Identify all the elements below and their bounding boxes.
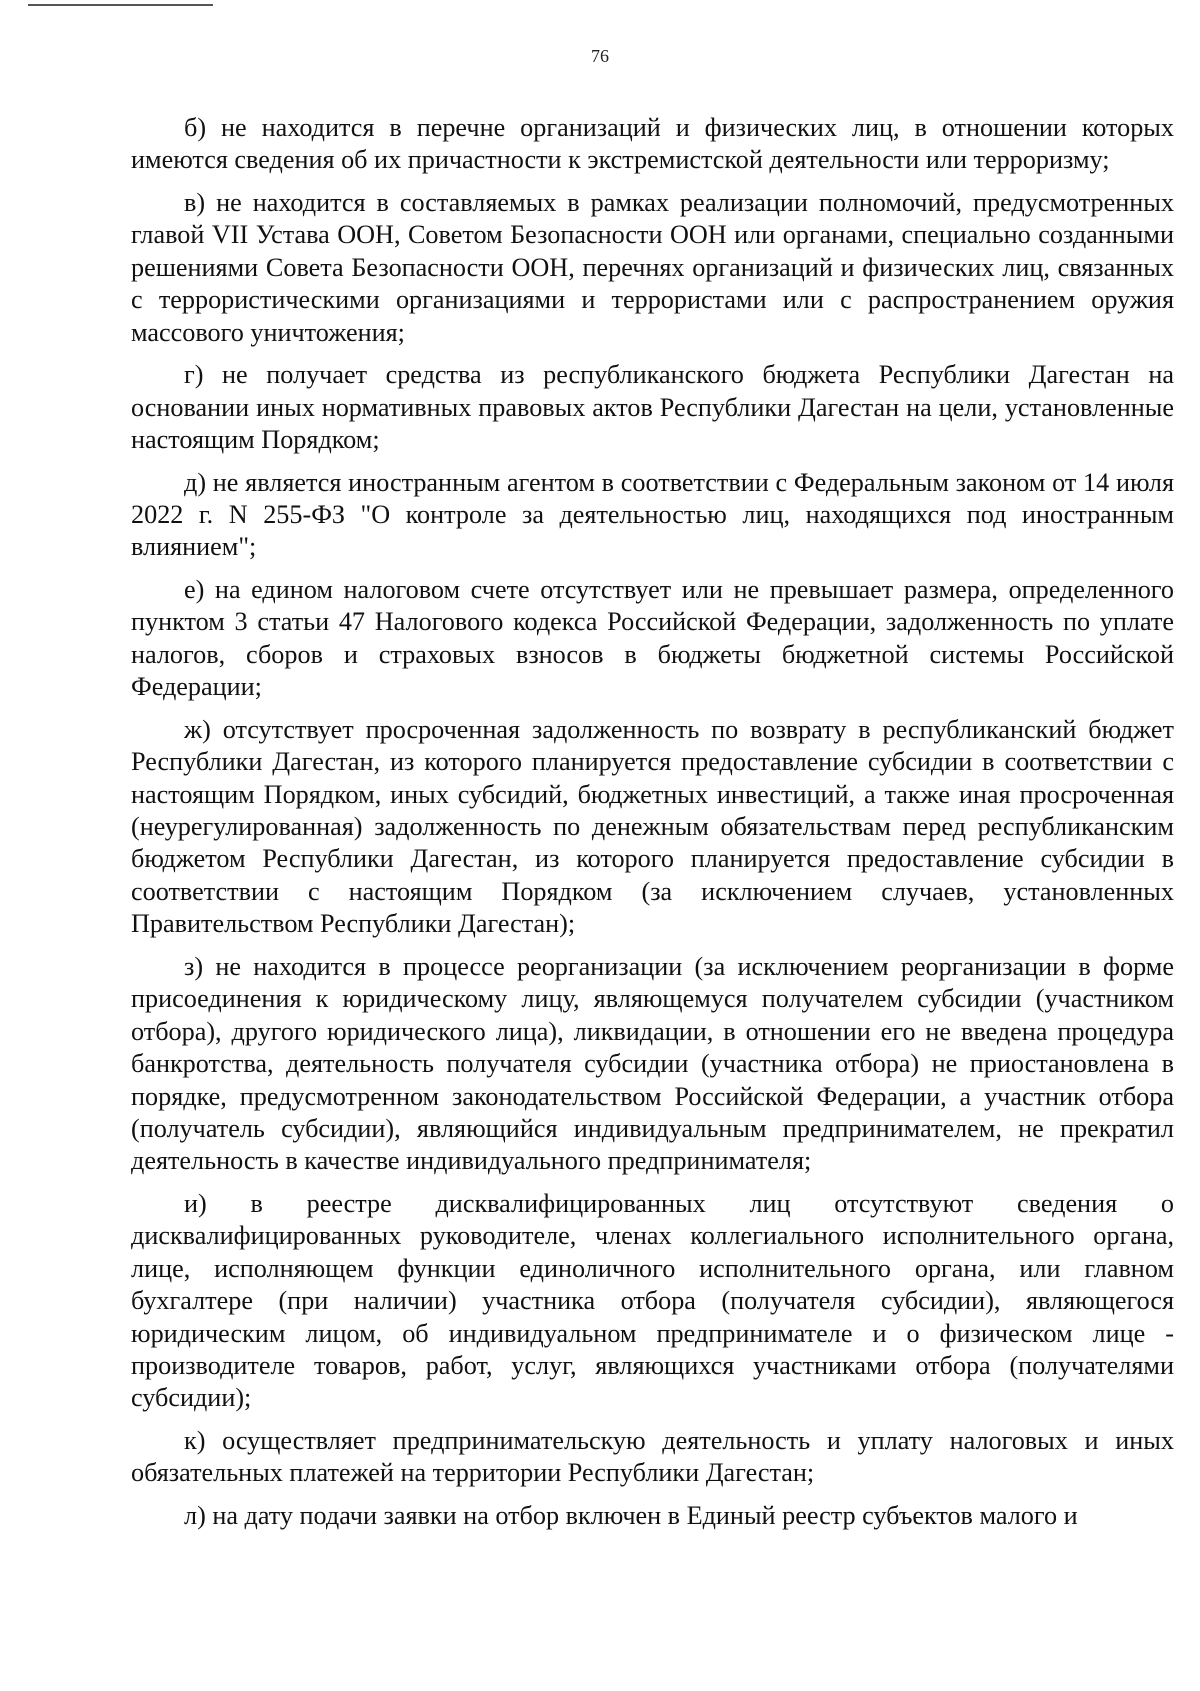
paragraph-zh: ж) отсутствует просроченная задолженность по возврату в республиканский бюджет Республики Дагестан, из которого планируется предоставление субсидии в соответствии с настоящим Порядком, иных субсидий, бюджетных инвестиций, а также иная просроченная (неурегулированная) задолженность по денежным обязательствам перед республиканским бюджетом Республики Дагестан, из которого планируется предоставление субсидии в соответствии с настоящим Порядком (за исключением случаев, установленных Правительством Республики Дагестан); [131,714,1174,939]
corner-scan-line [28,4,213,6]
paragraph-e: е) на едином налоговом счете отсутствует или не превышает размера, определенного пунктом 3 статьи 47 Налогового кодекса Российской Федерации, задолженность по уплате налогов, сборов и страховых взносов в бюджеты бюджетной системы Российской Федерации; [131,575,1174,702]
paragraph-v: в) не находится в составляемых в рамках реализации полномочий, предусмотренных главой VII Устава ООН, Советом Безопасности ООН или органами, специально созданными решениями Совета Безопасности ООН, перечнях организаций и физических лиц, связанных с террористическими организациями и террористами или с распространением оружия массового уничтожения; [131,188,1174,347]
paragraph-i: и) в реестре дисквалифицированных лиц отсутствуют сведения о дисквалифицированных руководителе, членах коллегиального исполнительного органа, лице, исполняющем функции единоличного исполнительного органа, или главном бухгалтере (при наличии) участника отбора (получателя субсидии), являющегося юридическим лицом, об индивидуальном предпринимателе и о физическом лице - производителе товаров, работ, услуг, являющихся участниками отбора (получателями субсидии); [131,1188,1174,1413]
document-body [131,112,1174,1543]
paragraph-k: к) осуществляет предпринимательскую деятельность и уплату налоговых и иных обязательных платежей на территории Республики Дагестан; [131,1425,1174,1488]
paragraph-l: л) на дату подачи заявки на отбор включен в Единый реестр субъектов малого и [184,1500,1078,1530]
paragraph-z: з) не находится в процессе реорганизации (за исключением реорганизации в форме присоединения к юридическому лицу, являющемуся получателем субсидии (участником отбора), другого юридического лица), ликвидации, в отношении его не введена процедура банкротства, деятельность получателя субсидии (участника отбора) не приостановлена в порядке, предусмотренном законодательством Российской Федерации, а участник отбора (получатель субсидии), являющийся индивидуальным предпринимателем, не прекратил деятельность в качестве индивидуального предпринимателя; [131,951,1174,1176]
paragraph-d: д) не является иностранным агентом в соответствии с Федеральным законом от 14 июля 2022 г. N 255-ФЗ "О контроле за деятельностью лиц, находящихся под иностранным влиянием"; [131,467,1174,562]
page-number: 76 [591,46,609,66]
paragraph-b: б) не находится в перечне организаций и физических лиц, в отношении которых имеются сведения об их причастности к экстремистской деятельности или терроризму; [131,113,1174,175]
paragraph-g: г) не получает средства из республиканского бюджета Республики Дагестан на основании иных нормативных правовых актов Республики Дагестан на цели, установленные настоящим Порядком; [131,360,1174,455]
